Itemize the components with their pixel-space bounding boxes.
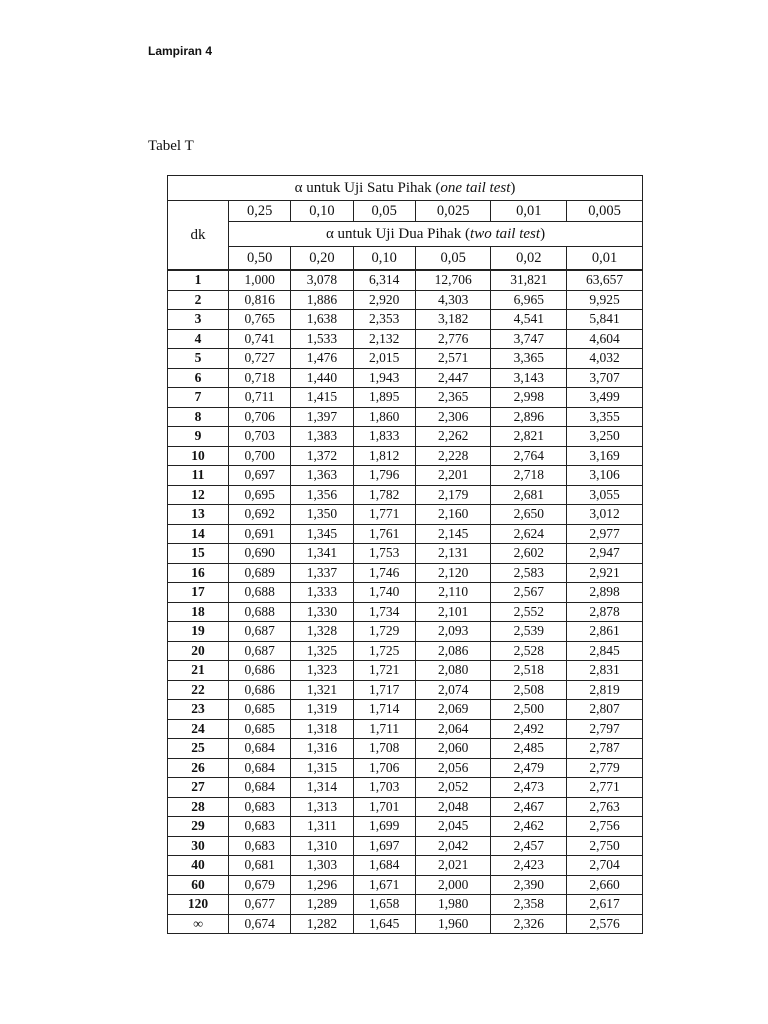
table-row <box>168 895 643 915</box>
table-cell: 2,056 <box>415 758 491 778</box>
table-row <box>168 427 643 447</box>
table-cell: 2,132 <box>353 329 415 349</box>
table-cell: 2,473 <box>491 778 567 798</box>
table-cell: 2,650 <box>491 505 567 525</box>
two-tail-alpha: 0,05 <box>415 247 491 271</box>
table-row <box>168 641 643 661</box>
table-cell: 0,681 <box>229 856 291 876</box>
table-cell: 2,074 <box>415 680 491 700</box>
table-cell: 2,064 <box>415 719 491 739</box>
table-cell: 2,920 <box>353 290 415 310</box>
table-row <box>168 329 643 349</box>
table-cell: 2,457 <box>491 836 567 856</box>
table-row <box>168 700 643 720</box>
table-row <box>168 368 643 388</box>
table-cell: 1,356 <box>291 485 353 505</box>
table-cell: 2,069 <box>415 700 491 720</box>
table-cell: 1,440 <box>291 368 353 388</box>
table-cell: 2,771 <box>567 778 643 798</box>
table-cell: 2,160 <box>415 505 491 525</box>
table-cell: 3,365 <box>491 349 567 369</box>
table-cell: 2,021 <box>415 856 491 876</box>
table-cell: 2,086 <box>415 641 491 661</box>
table-cell: 1,740 <box>353 583 415 603</box>
table-cell: 2,861 <box>567 622 643 642</box>
table-cell: 1,701 <box>353 797 415 817</box>
table-row <box>168 719 643 739</box>
table-cell: 0,686 <box>229 680 291 700</box>
table-cell: 2,101 <box>415 602 491 622</box>
table-cell: 1,323 <box>291 661 353 681</box>
table-cell: 2,845 <box>567 641 643 661</box>
table-title: Tabel T <box>148 138 194 154</box>
table-row <box>168 466 643 486</box>
table-cell: 2,485 <box>491 739 567 759</box>
table-cell: 1,328 <box>291 622 353 642</box>
table-cell: 2,179 <box>415 485 491 505</box>
table-row <box>168 739 643 759</box>
table-cell: 1,345 <box>291 524 353 544</box>
table-cell: 0,765 <box>229 310 291 330</box>
dk-value: 24 <box>168 719 229 739</box>
table-cell: 2,776 <box>415 329 491 349</box>
dk-value: 23 <box>168 700 229 720</box>
table-row <box>168 836 643 856</box>
table-cell: 2,120 <box>415 563 491 583</box>
table-cell: 2,080 <box>415 661 491 681</box>
table-cell: 12,706 <box>415 270 491 290</box>
table-row <box>168 797 643 817</box>
one-tail-alpha: 0,005 <box>567 201 643 222</box>
table-cell: 0,679 <box>229 875 291 895</box>
table-cell: 3,106 <box>567 466 643 486</box>
table-cell: 3,055 <box>567 485 643 505</box>
table-cell: 0,677 <box>229 895 291 915</box>
table-cell: 1,833 <box>353 427 415 447</box>
dk-value: 26 <box>168 758 229 778</box>
dk-value: 21 <box>168 661 229 681</box>
table-cell: 0,700 <box>229 446 291 466</box>
dk-value: 60 <box>168 875 229 895</box>
one-tail-header <box>168 176 643 201</box>
table-cell: 2,998 <box>491 388 567 408</box>
table-cell: 2,819 <box>567 680 643 700</box>
two-tail-alpha: 0,10 <box>353 247 415 271</box>
table-cell: 3,012 <box>567 505 643 525</box>
table-cell: 2,787 <box>567 739 643 759</box>
dk-value: 13 <box>168 505 229 525</box>
table-cell: 2,704 <box>567 856 643 876</box>
table-cell: 1,310 <box>291 836 353 856</box>
table-cell: 2,552 <box>491 602 567 622</box>
table-cell: 1,350 <box>291 505 353 525</box>
table-cell: 1,753 <box>353 544 415 564</box>
table-cell: 2,000 <box>415 875 491 895</box>
dk-value: 7 <box>168 388 229 408</box>
table-cell: 63,657 <box>567 270 643 290</box>
table-cell: 2,045 <box>415 817 491 837</box>
table-cell: 2,567 <box>491 583 567 603</box>
two-tail-header-prefix: α untuk Uji Dua Pihak ( <box>325 225 471 242</box>
table-cell: 1,311 <box>291 817 353 837</box>
table-cell: 0,706 <box>229 407 291 427</box>
dk-value: 10 <box>168 446 229 466</box>
table-cell: 1,717 <box>353 680 415 700</box>
table-cell: 1,812 <box>353 446 415 466</box>
table-cell: 0,684 <box>229 778 291 798</box>
table-cell: 1,318 <box>291 719 353 739</box>
table-cell: 2,462 <box>491 817 567 837</box>
two-tail-header-italic: two tail test <box>470 225 541 242</box>
dk-value: 40 <box>168 856 229 876</box>
dk-value: ∞ <box>168 914 229 934</box>
table-cell: 2,326 <box>491 914 567 934</box>
dk-value: 3 <box>168 310 229 330</box>
table-cell: 1,000 <box>229 270 291 290</box>
two-tail-alpha: 0,20 <box>291 247 353 271</box>
table-cell: 2,807 <box>567 700 643 720</box>
table-row <box>168 817 643 837</box>
table-cell: 2,131 <box>415 544 491 564</box>
table-cell: 2,779 <box>567 758 643 778</box>
one-tail-alpha: 0,10 <box>291 201 353 222</box>
table-cell: 0,683 <box>229 836 291 856</box>
dk-value: 11 <box>168 466 229 486</box>
dk-value: 19 <box>168 622 229 642</box>
table-cell: 2,093 <box>415 622 491 642</box>
table-cell: 2,390 <box>491 875 567 895</box>
two-tail-alpha: 0,02 <box>491 247 567 271</box>
table-row <box>168 583 643 603</box>
table-row <box>168 856 643 876</box>
table-cell: 1,699 <box>353 817 415 837</box>
table-cell: 0,697 <box>229 466 291 486</box>
table-cell: 2,539 <box>491 622 567 642</box>
table-cell: 0,687 <box>229 641 291 661</box>
table-row <box>168 680 643 700</box>
one-tail-alpha: 0,01 <box>491 201 567 222</box>
table-cell: 2,042 <box>415 836 491 856</box>
table-cell: 0,718 <box>229 368 291 388</box>
dk-value: 5 <box>168 349 229 369</box>
table-cell: 0,674 <box>229 914 291 934</box>
table-cell: 1,330 <box>291 602 353 622</box>
one-tail-alpha: 0,25 <box>229 201 291 222</box>
table-row <box>168 407 643 427</box>
table-row <box>168 485 643 505</box>
table-cell: 0,688 <box>229 583 291 603</box>
table-row <box>168 914 643 934</box>
dk-value: 18 <box>168 602 229 622</box>
dk-value: 28 <box>168 797 229 817</box>
one-tail-header-prefix: α untuk Uji Satu Pihak ( <box>294 179 441 196</box>
table-cell: 2,201 <box>415 466 491 486</box>
table-cell: 0,685 <box>229 719 291 739</box>
table-cell: 1,671 <box>353 875 415 895</box>
page-label: Lampiran 4 <box>148 44 213 58</box>
table-cell: 6,965 <box>491 290 567 310</box>
table-cell: 3,078 <box>291 270 353 290</box>
table-cell: 1,771 <box>353 505 415 525</box>
one-tail-alpha: 0,05 <box>353 201 415 222</box>
table-cell: 1,316 <box>291 739 353 759</box>
table-cell: 1,721 <box>353 661 415 681</box>
one-tail-header-italic: one tail test <box>440 179 511 196</box>
table-cell: 2,048 <box>415 797 491 817</box>
table-cell: 2,492 <box>491 719 567 739</box>
table-cell: 1,315 <box>291 758 353 778</box>
table-cell: 1,706 <box>353 758 415 778</box>
dk-value: 30 <box>168 836 229 856</box>
table-row <box>168 310 643 330</box>
table-cell: 2,750 <box>567 836 643 856</box>
table-cell: 2,358 <box>491 895 567 915</box>
table-cell: 1,313 <box>291 797 353 817</box>
table-cell: 1,333 <box>291 583 353 603</box>
table-cell: 1,761 <box>353 524 415 544</box>
table-cell: 2,467 <box>491 797 567 817</box>
table-cell: 5,841 <box>567 310 643 330</box>
table-row <box>168 388 643 408</box>
table-cell: 1,711 <box>353 719 415 739</box>
table-cell: 2,977 <box>567 524 643 544</box>
table-cell: 1,796 <box>353 466 415 486</box>
table-cell: 1,372 <box>291 446 353 466</box>
table-row <box>168 661 643 681</box>
table-cell: 9,925 <box>567 290 643 310</box>
table-cell: 0,684 <box>229 739 291 759</box>
table-cell: 0,727 <box>229 349 291 369</box>
table-cell: 1,980 <box>415 895 491 915</box>
table-cell: 1,282 <box>291 914 353 934</box>
dk-value: 17 <box>168 583 229 603</box>
table-cell: 2,617 <box>567 895 643 915</box>
table-cell: 1,886 <box>291 290 353 310</box>
table-cell: 1,943 <box>353 368 415 388</box>
table-cell: 1,714 <box>353 700 415 720</box>
table-cell: 1,658 <box>353 895 415 915</box>
table-cell: 1,533 <box>291 329 353 349</box>
table-cell: 2,306 <box>415 407 491 427</box>
dk-value: 9 <box>168 427 229 447</box>
table-row <box>168 505 643 525</box>
table-cell: 2,353 <box>353 310 415 330</box>
table-cell: 1,319 <box>291 700 353 720</box>
dk-value: 14 <box>168 524 229 544</box>
table-cell: 1,289 <box>291 895 353 915</box>
one-tail-alpha: 0,025 <box>415 201 491 222</box>
table-cell: 2,447 <box>415 368 491 388</box>
table-cell: 1,341 <box>291 544 353 564</box>
table-cell: 0,683 <box>229 817 291 837</box>
t-distribution-table <box>167 175 643 934</box>
two-tail-alpha: 0,01 <box>567 247 643 271</box>
table-cell: 0,684 <box>229 758 291 778</box>
table-cell: 1,314 <box>291 778 353 798</box>
table-cell: 0,695 <box>229 485 291 505</box>
table-body <box>168 270 643 934</box>
dk-value: 8 <box>168 407 229 427</box>
table-cell: 0,688 <box>229 602 291 622</box>
dk-value: 12 <box>168 485 229 505</box>
table-cell: 1,303 <box>291 856 353 876</box>
table-cell: 2,896 <box>491 407 567 427</box>
dk-value: 120 <box>168 895 229 915</box>
table-cell: 0,686 <box>229 661 291 681</box>
table-cell: 1,337 <box>291 563 353 583</box>
dk-value: 15 <box>168 544 229 564</box>
dk-value: 20 <box>168 641 229 661</box>
table-cell: 6,314 <box>353 270 415 290</box>
table-cell: 3,169 <box>567 446 643 466</box>
table-cell: 1,638 <box>291 310 353 330</box>
dk-value: 25 <box>168 739 229 759</box>
table-cell: 2,764 <box>491 446 567 466</box>
table-cell: 2,015 <box>353 349 415 369</box>
table-cell: 1,363 <box>291 466 353 486</box>
table-cell: 2,145 <box>415 524 491 544</box>
table-row <box>168 622 643 642</box>
table-cell: 2,228 <box>415 446 491 466</box>
table-cell: 1,895 <box>353 388 415 408</box>
table-cell: 1,734 <box>353 602 415 622</box>
table-cell: 0,685 <box>229 700 291 720</box>
table-row <box>168 563 643 583</box>
dk-value: 2 <box>168 290 229 310</box>
table-cell: 4,303 <box>415 290 491 310</box>
table-cell: 0,689 <box>229 563 291 583</box>
table-cell: 1,296 <box>291 875 353 895</box>
table-cell: 1,697 <box>353 836 415 856</box>
table-cell: 2,571 <box>415 349 491 369</box>
table-cell: 3,182 <box>415 310 491 330</box>
table-cell: 2,756 <box>567 817 643 837</box>
table-cell: 2,831 <box>567 661 643 681</box>
table-cell: 2,878 <box>567 602 643 622</box>
table-cell: 2,528 <box>491 641 567 661</box>
table-cell: 2,583 <box>491 563 567 583</box>
table-cell: 2,660 <box>567 875 643 895</box>
table-cell: 3,355 <box>567 407 643 427</box>
table-row <box>168 270 643 290</box>
table-row <box>168 290 643 310</box>
dk-value: 27 <box>168 778 229 798</box>
table-cell: 0,690 <box>229 544 291 564</box>
table-cell: 0,683 <box>229 797 291 817</box>
table-cell: 3,707 <box>567 368 643 388</box>
table-cell: 2,518 <box>491 661 567 681</box>
table-cell: 2,365 <box>415 388 491 408</box>
dk-value: 16 <box>168 563 229 583</box>
table-cell: 2,262 <box>415 427 491 447</box>
table-cell: 2,576 <box>567 914 643 934</box>
table-cell: 1,708 <box>353 739 415 759</box>
table-cell: 1,960 <box>415 914 491 934</box>
table-cell: 2,624 <box>491 524 567 544</box>
table-cell: 3,499 <box>567 388 643 408</box>
table-cell: 1,725 <box>353 641 415 661</box>
table-cell: 2,947 <box>567 544 643 564</box>
table-cell: 2,479 <box>491 758 567 778</box>
two-tail-header-suffix: ) <box>540 225 546 242</box>
table-row <box>168 524 643 544</box>
table-cell: 2,763 <box>567 797 643 817</box>
table-cell: 0,816 <box>229 290 291 310</box>
table-cell: 4,604 <box>567 329 643 349</box>
dk-value: 29 <box>168 817 229 837</box>
table-row <box>168 446 643 466</box>
table-cell: 0,703 <box>229 427 291 447</box>
table-cell: 2,681 <box>491 485 567 505</box>
two-tail-alpha: 0,50 <box>229 247 291 271</box>
table-cell: 2,500 <box>491 700 567 720</box>
table-cell: 1,703 <box>353 778 415 798</box>
two-tail-header <box>229 222 643 247</box>
table-cell: 1,397 <box>291 407 353 427</box>
table-cell: 1,782 <box>353 485 415 505</box>
table-row <box>168 544 643 564</box>
table-row <box>168 349 643 369</box>
table-cell: 2,110 <box>415 583 491 603</box>
table-cell: 2,718 <box>491 466 567 486</box>
table-cell: 2,052 <box>415 778 491 798</box>
table-cell: 3,747 <box>491 329 567 349</box>
table-cell: 1,729 <box>353 622 415 642</box>
table-cell: 1,415 <box>291 388 353 408</box>
table-cell: 2,898 <box>567 583 643 603</box>
dk-value: 1 <box>168 270 229 290</box>
table-cell: 1,645 <box>353 914 415 934</box>
table-row <box>168 778 643 798</box>
table-cell: 1,476 <box>291 349 353 369</box>
table-cell: 3,250 <box>567 427 643 447</box>
table-cell: 2,423 <box>491 856 567 876</box>
table-row <box>168 758 643 778</box>
table-cell: 1,325 <box>291 641 353 661</box>
table-cell: 2,602 <box>491 544 567 564</box>
table-cell: 0,691 <box>229 524 291 544</box>
table-cell: 1,321 <box>291 680 353 700</box>
table-cell: 1,746 <box>353 563 415 583</box>
table-cell: 2,508 <box>491 680 567 700</box>
dk-value: 6 <box>168 368 229 388</box>
table-cell: 1,860 <box>353 407 415 427</box>
table-cell: 3,143 <box>491 368 567 388</box>
table-row <box>168 875 643 895</box>
table-cell: 0,711 <box>229 388 291 408</box>
table-cell: 1,383 <box>291 427 353 447</box>
table-cell: 2,797 <box>567 719 643 739</box>
table-cell: 0,687 <box>229 622 291 642</box>
table-row <box>168 602 643 622</box>
table-cell: 0,741 <box>229 329 291 349</box>
dk-value: 4 <box>168 329 229 349</box>
dk-header: dk <box>168 201 229 271</box>
dk-value: 22 <box>168 680 229 700</box>
table-cell: 31,821 <box>491 270 567 290</box>
table-cell: 4,032 <box>567 349 643 369</box>
one-tail-header-suffix: ) <box>510 179 516 196</box>
table-cell: 2,821 <box>491 427 567 447</box>
table-cell: 2,921 <box>567 563 643 583</box>
table-cell: 2,060 <box>415 739 491 759</box>
table-cell: 1,684 <box>353 856 415 876</box>
table-cell: 0,692 <box>229 505 291 525</box>
table-cell: 4,541 <box>491 310 567 330</box>
